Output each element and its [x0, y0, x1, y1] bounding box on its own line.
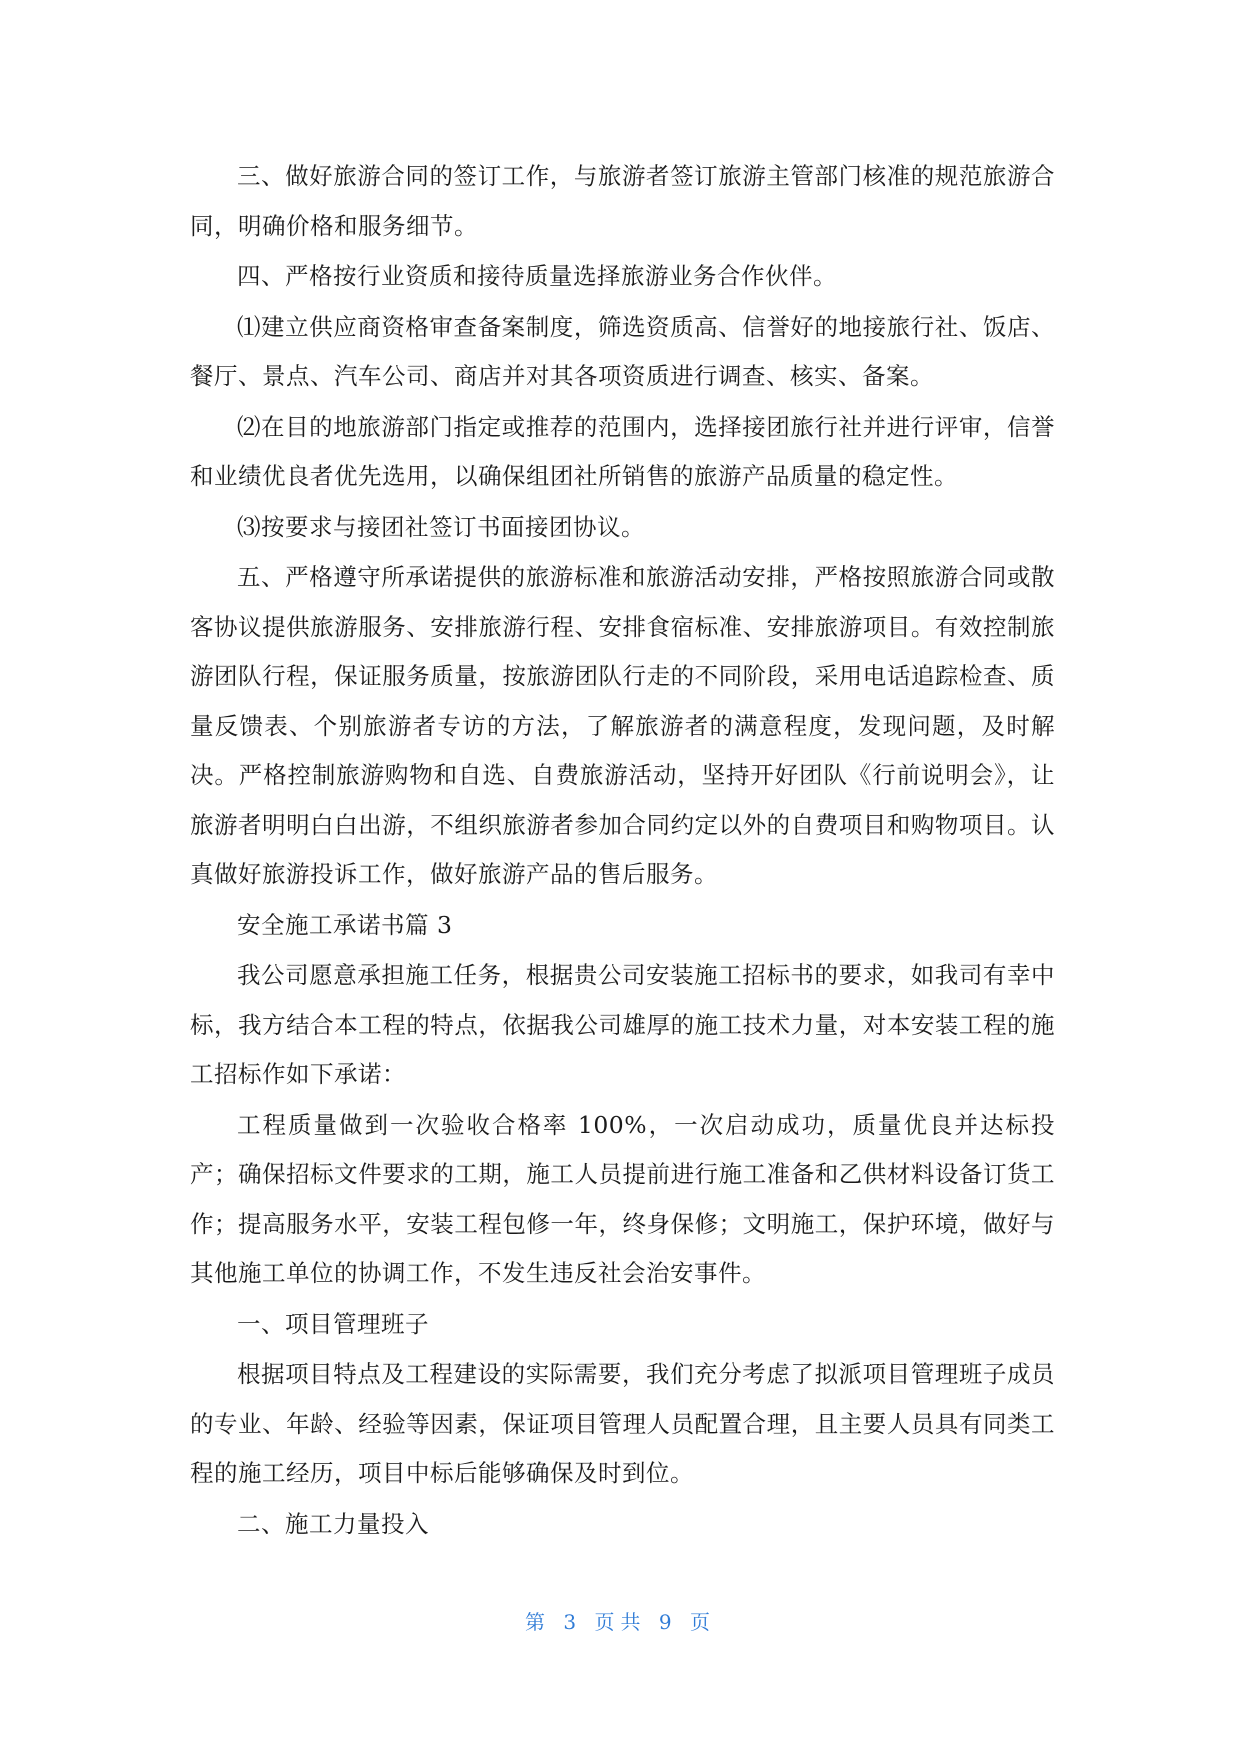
- section-heading: 二、施工力量投入: [237, 1509, 429, 1538]
- footer-middle: 页共: [594, 1610, 647, 1634]
- paragraph: ⑵在目的地旅游部门指定或推荐的范围内，选择接团旅行社并进行评审，信誉和业绩优良者优先选用，以确保组团社所销售的旅游产品质量的稳定性。: [190, 412, 1055, 490]
- paragraph: 四、严格按行业资质和接待质量选择旅游业务合作伙伴。: [237, 262, 837, 290]
- paragraph: ⑶按要求与接团社签订书面接团协议。: [237, 512, 645, 541]
- footer-current-page: 3: [563, 1610, 583, 1634]
- footer-suffix: 页: [689, 1610, 716, 1634]
- paragraph: ⑴建立供应商资格审查备案制度，筛选资质高、信誉好的地接旅行社、饭店、餐厅、景点、汽车公司、商店并对其各项资质进行调查、核实、备案。: [190, 312, 1055, 390]
- paragraph: 三、做好旅游合同的签订工作，与旅游者签订旅游主管部门核准的规范旅游合同，明确价格和服务细节。: [190, 162, 1055, 240]
- paragraph: 我公司愿意承担施工任务，根据贵公司安装施工招标书的要求，如我司有幸中标，我方结合本工程的特点，依据我公司雄厚的施工技术力量，对本安装工程的施工招标作如下承诺：: [190, 961, 1055, 1088]
- paragraph: 工程质量做到一次验收合格率 100%，一次启动成功，质量优良并达标投产；确保招标文件要求的工期，施工人员提前进行施工准备和乙供材料设备订货工作；提高服务水平，安装工程包修一年，终身保修；文明施工，保护环境，做好与其他施工单位的协调工作，不发生违反社会治安事件。: [190, 1110, 1055, 1287]
- footer-prefix: 第: [525, 1610, 552, 1634]
- section-heading: 一、项目管理班子: [237, 1309, 429, 1338]
- section-title: 安全施工承诺书篇 3: [237, 910, 453, 939]
- paragraph: 五、严格遵守所承诺提供的旅游标准和旅游活动安排，严格按照旅游合同或散客协议提供旅游服务、安排旅游行程、安排食宿标准、安排旅游项目。有效控制旅游团队行程，保证服务质量，按旅游团队行走的不同阶段，采用电话追踪检查、质量反馈表、个别旅游者专访的方法，了解旅游者的满意程度，发现问题，及时解决。严格控制旅游购物和自选、自费旅游活动，坚持开好团队《行前说明会》，让旅游者明明白白出游，不组织旅游者参加合同约定以外的自费项目和购物项目。认真做好旅游投诉工作，做好旅游产品的售后服务。: [190, 563, 1055, 888]
- footer-total-pages: 9: [658, 1610, 678, 1634]
- document-body: [190, 152, 1055, 1550]
- paragraph: 根据项目特点及工程建设的实际需要，我们充分考虑了拟派项目管理班子成员的专业、年龄、经验等因素，保证项目管理人员配置合理，且主要人员具有同类工程的施工经历，项目中标后能够确保及时到位。: [190, 1360, 1055, 1487]
- page-footer: [0, 1606, 1241, 1635]
